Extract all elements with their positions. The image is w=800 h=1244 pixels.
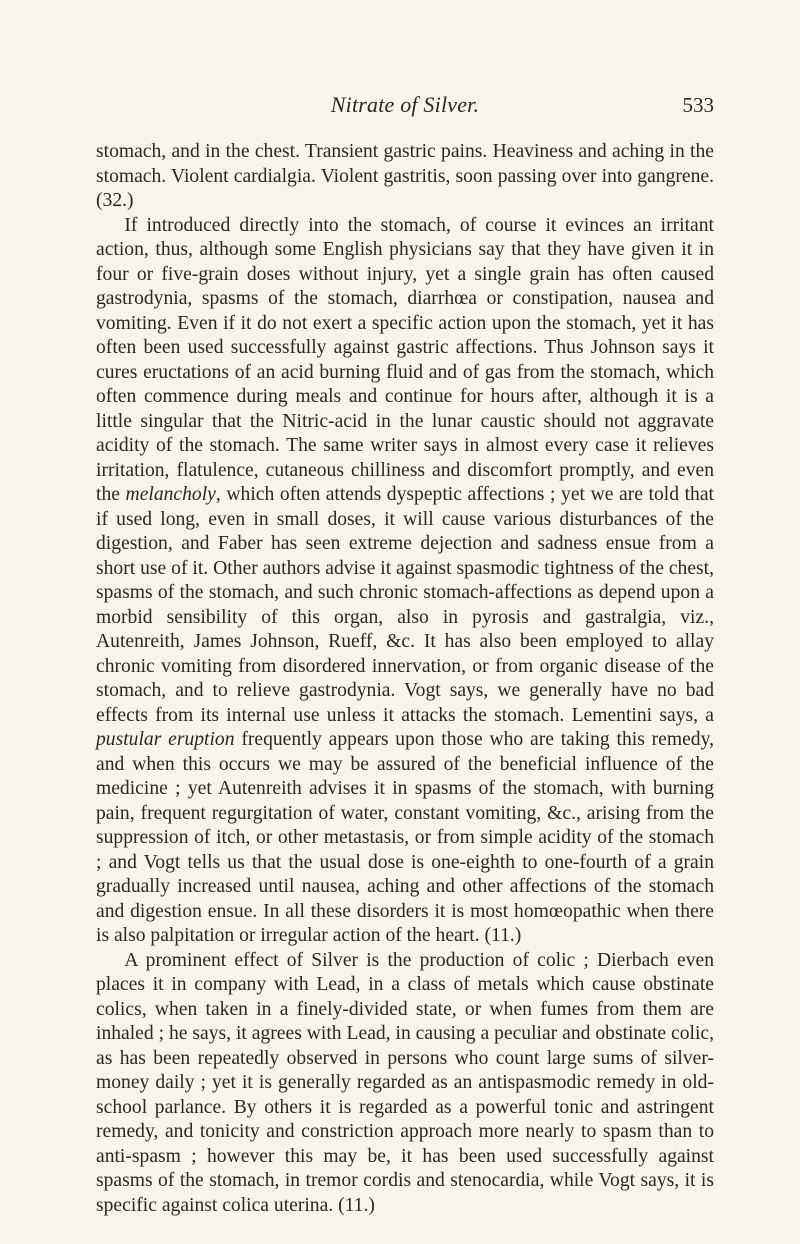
page-number: 533: [682, 93, 714, 117]
paragraph-2: [96, 214, 714, 949]
italic-term-pustular-eruption: pustular eruption: [96, 729, 235, 750]
italic-term-melancholy: melancholy: [125, 484, 216, 505]
body-text: [96, 140, 714, 1218]
paragraph-3: [96, 949, 714, 1219]
paragraph-1: [96, 140, 714, 214]
paragraph-text: A prominent effect of Silver is the production of colic ; Dierbach even places it in company with Lead, in a class of metals which cause obstinate colics, when taken in a finely-divided state, or when fumes from them are inhaled ; he says, it agrees with Lead, in causing a peculiar and obstinate colic, as has been repeatedly observed in persons who count large sums of silver-money daily ; yet it is generally regarded as an antispasmodic remedy in old-school parlance. By others it is regarded as a powerful tonic and astringent remedy, and tonicity and constriction approach more nearly to spasm than to anti-spasm ; however this may be, it has been used successfully against spasms of the stomach, in tremor cordis and stenocardia, while Vogt says, it is specific against colica uterina. (11.): [96, 949, 714, 1216]
running-title: Nitrate of Silver.: [330, 92, 480, 117]
paragraph-text: If introduced directly into the stomach, of course it evinces an irritant action, thus, although some English physicians say that they have given it in four or five-grain doses without injury, yet a single grain has often caused gastrodynia, spasms of the stomach, diarrhœa or constipation, nausea and vomiting. Even if it do not exert a specific action upon the stomach, yet it has often been used successfully against gastric affections. Thus Johnson says it cures eructations of an acid burning fluid and of gas from the stomach, which often commence during meals and continue for hours after, although it is a little singular that the Nitric-acid in the lunar caustic should not aggravate acidity of the stomach. The same writer says in almost every case it relieves irritation, flatulence, cutaneous chilliness and discomfort promptly, and even the: [96, 214, 714, 505]
paragraph-text: frequently appears upon those who are taking this remedy, and when this occurs we may be assured of the beneficial influence of the medicine ; yet Autenreith advises it in spasms of the stomach, with burning pain, frequent regurgitation of water, constant vomiting, &c., arising from the suppression of itch, or other metastasis, or from simple acidity of the stomach ; and Vogt tells us that the usual dose is one-eighth to one-fourth of a grain gradually increased until nausea, aching and other affections of the stomach and digestion ensue. In all these disorders it is most homœopathic when there is also palpitation or irregular action of the heart. (11.): [96, 729, 714, 946]
page-header: [96, 91, 714, 119]
paragraph-text: , which often attends dyspeptic affections ; yet we are told that if used long, even in small doses, it will cause various disturbances of the digestion, and Faber has seen extreme dejection and sadness ensue from a short use of it. Other authors advise it against spasmodic tightness of the chest, spasms of the stomach, and such chronic stomach-affections as depend upon a morbid sensibility of this organ, also in pyrosis and gastralgia, viz., Autenreith, James Johnson, Rueff, &c. It has also been employed to allay chronic vomiting from disordered innervation, or from organic disease of the stomach, and to relieve gastrodynia. Vogt says, we generally have no bad effects from its internal use unless it attacks the stomach. Lementini says, a: [96, 484, 714, 726]
paragraph-text: stomach, and in the chest. Transient gastric pains. Heaviness and aching in the stomach. Violent cardialgia. Violent gastritis, soon passing over into gangrene. (32.): [96, 141, 714, 211]
